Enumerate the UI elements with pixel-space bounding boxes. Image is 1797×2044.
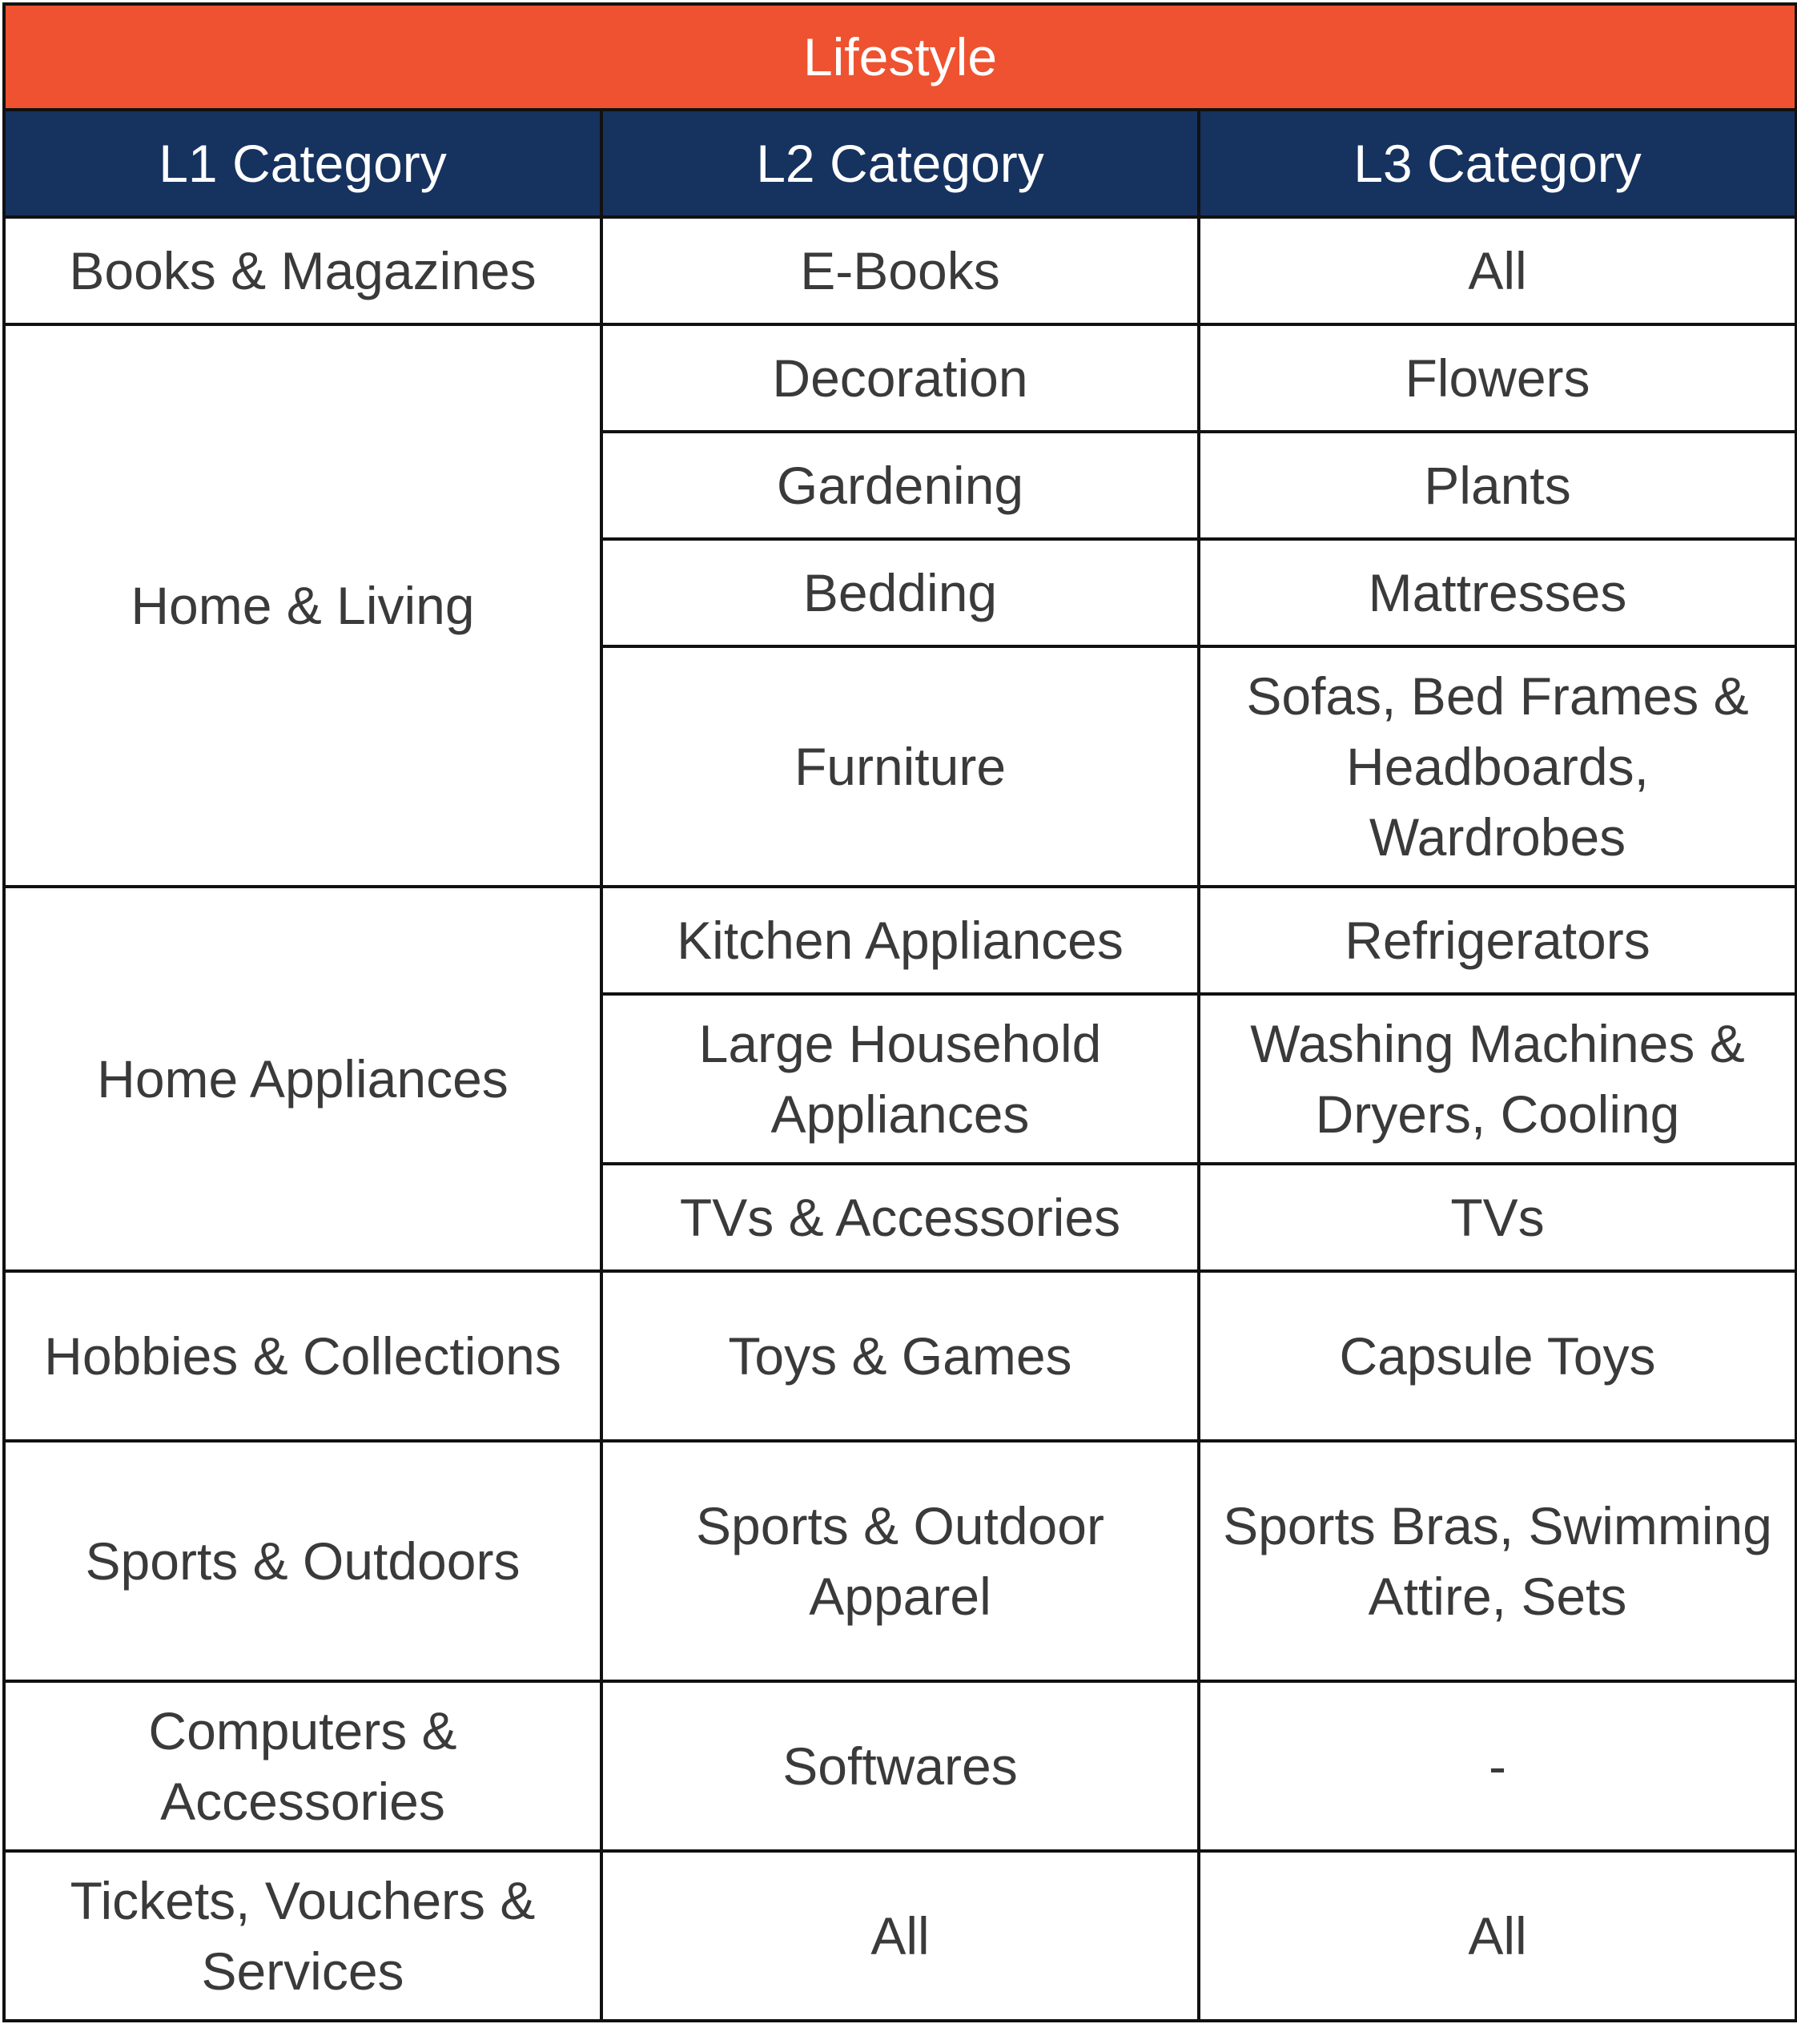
l3-cell: All (1199, 1851, 1796, 2021)
l3-cell: Sofas, Bed Frames & Headboards, Wardrobes (1199, 646, 1796, 887)
l2-cell: Softwares (601, 1681, 1199, 1851)
table-title-row (4, 4, 1796, 110)
l2-cell: Sports & Outdoor Apparel (601, 1441, 1199, 1681)
column-header-l2: L2 Category (601, 110, 1199, 217)
column-header-l3: L3 Category (1199, 110, 1796, 217)
l2-cell: TVs & Accessories (601, 1164, 1199, 1271)
l2-cell: Bedding (601, 539, 1199, 646)
l1-cell: Sports & Outdoors (4, 1441, 601, 1681)
table-header-row (4, 110, 1796, 217)
l3-cell: Refrigerators (1199, 887, 1796, 994)
table-row (4, 324, 1796, 432)
table-row (4, 887, 1796, 994)
table-row (4, 1441, 1796, 1681)
l2-cell: Decoration (601, 324, 1199, 432)
l3-cell: Sports Bras, Swimming Attire, Sets (1199, 1441, 1796, 1681)
l2-cell: Kitchen Appliances (601, 887, 1199, 994)
category-table (2, 2, 1797, 2022)
l2-cell: Furniture (601, 646, 1199, 887)
l1-cell: Books & Magazines (4, 217, 601, 324)
table-row (4, 1681, 1796, 1851)
l3-cell: Plants (1199, 432, 1796, 539)
l1-cell: Hobbies & Collections (4, 1271, 601, 1441)
l1-cell: Computers & Accessories (4, 1681, 601, 1851)
l3-cell: All (1199, 217, 1796, 324)
l2-cell: All (601, 1851, 1199, 2021)
table-row (4, 217, 1796, 324)
l2-cell: Gardening (601, 432, 1199, 539)
l3-cell: Capsule Toys (1199, 1271, 1796, 1441)
l1-cell: Home Appliances (4, 887, 601, 1271)
l3-cell: Flowers (1199, 324, 1796, 432)
table-row (4, 1851, 1796, 2021)
l2-cell: Large Household Appliances (601, 994, 1199, 1164)
l3-cell: - (1199, 1681, 1796, 1851)
l1-cell: Tickets, Vouchers & Services (4, 1851, 601, 2021)
column-header-l1: L1 Category (4, 110, 601, 217)
l3-cell: Washing Machines & Dryers, Cooling (1199, 994, 1796, 1164)
l2-cell: Toys & Games (601, 1271, 1199, 1441)
table-title: Lifestyle (4, 4, 1796, 110)
l3-cell: Mattresses (1199, 539, 1796, 646)
l2-cell: E-Books (601, 217, 1199, 324)
l3-cell: TVs (1199, 1164, 1796, 1271)
table-row (4, 1271, 1796, 1441)
l1-cell: Home & Living (4, 324, 601, 887)
